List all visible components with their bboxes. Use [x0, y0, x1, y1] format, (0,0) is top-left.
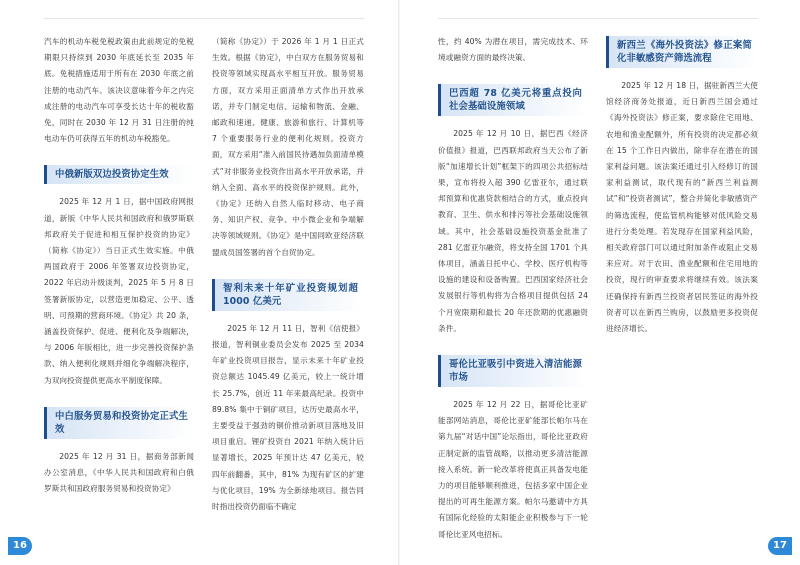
column-1: [44, 34, 194, 497]
heading-china-belarus-agreement: 中白服务贸易和投资协定正式生效: [44, 407, 194, 439]
article-brazil-infrastructure: 2025 年 12 月 10 日，据巴西《经济价值报》报道，巴西联邦政府当天公布了新版“加速增长计划”框架下的四项公共招标结果，宣布将投入超 390 亿雷亚尔，通过联邦预算和优惠贷款相结合的方式，重点投向教育、卫生、供水和排污等社会基础设施领域。其中，社会基础设施投资基金批准了 281 亿雷亚尔融资，将支持全国 1701 个具体项目，涵盖日托中心、学校、医疗机构等设施的建设和设备购置。巴西国家经济社会发展银行等机构将为合格项目提供包括 24 个月宽限期和最长 20 年还款期的优惠融资条件。: [438, 129, 588, 333]
article-china-belarus-agreement: 2025 年 12 月 31 日，据商务部新闻办公室消息，《中华人民共和国政府和白俄罗斯共和国政府服务贸易和投资协定》: [44, 451, 194, 494]
top-rule: [44, 18, 364, 19]
page-number-left: 16: [8, 537, 32, 555]
heading-china-russia-bit: 中俄新版双边投资协定生效: [44, 165, 194, 184]
column-3: [438, 34, 588, 543]
heading-colombia-clean-energy: 哥伦比亚吸引中资进入清洁能源市场: [438, 355, 588, 387]
article-china-russia-bit: 2025 年 12 月 1 日，据中国政府网报道，新版《中华人民共和国政府和俄罗斯联邦政府关于促进和相互保护投资的协定》（简称《协定》）当日正式生效实施。中俄两国政府于 2006 年签署双边投资协定，2022 年启动升级谈判，2025 年 5 月 8 日签署新版协定，以营造更加稳定、公平、透明、可预期的营商环境。《协定》共 20 条，涵盖投资保护、促进、便利化及争端解决，与 2006 年版相比，进一步完善投资保护条款、纳入便利化规则并细化争端解决程序，为双向投资提供更高水平制度保障。: [44, 197, 194, 385]
article-new-zealand-oia: 2025 年 12 月 18 日，据驻新西兰大使馆经济商务处报道，近日新西兰国会通过《海外投资法》修正案，要求除住宅用地、农地和渔业配额外，所有投资的决定都必须在 15 个工作日内做出，除非存在潜在的国家利益问题。该法案还通过引入经修订的国家利益测试，取代现有的“新西兰利益测试”和“投资者测试”，整合并简化非敏感资产的筛选流程，使监管机构能够对低风险交易进行分类处理。若发现存在国家利益风险，相关政府部门可以通过附加条件或阻止交易来应对。对于农田、渔业配额和住宅用地的投资，现行的审查要求将继续有效。该法案还确保持有新西兰投资者居民签证的海外投资者可以在新西兰购房，以鼓励更多投资促进经济增长。: [606, 81, 758, 334]
column-4: [606, 34, 758, 337]
article-continuation: 汽车的机动车税免税政策由此前规定的免税期限只持续到 2030 年底延长至 2035 年底。免税措施适用于所有在 2030 年底之前注册的电动汽车。该决议意味着今年之内完成注册的电动汽车可享受长达十年的税收豁免，同时在 2030 年 12 月 31 日注册的纯电动车仍可获得五年的机动车税豁免。: [44, 37, 194, 144]
column-2: [212, 34, 364, 515]
heading-brazil-infrastructure: 巴西超 78 亿美元将重点投向社会基础设施领域: [438, 84, 588, 116]
page-number-right: 17: [768, 537, 792, 555]
article-chile-continuation: 性，约 40% 为潜在项目，需完成技术、环境或融资方面的最终决策。: [438, 37, 588, 63]
article-colombia-clean-energy: 2025 年 12 月 22 日，据哥伦比亚矿能部网站消息，哥伦比亚矿能部长帕尔马在第九届“对话中国”论坛指出，哥伦比亚政府正制定新的监管战略，以推动更多清洁能源接入系统。新一轮改革将使真正具备发电能力的项目能够顺利推进，包括多家中国企业提出的可再生能源方案。帕尔马邀请中方具有国际化经验的太阳能企业积极参与下一轮哥伦比亚风电招标。: [438, 400, 588, 539]
heading-new-zealand-oia: 新西兰《海外投资法》修正案简化非敏感资产筛选流程: [606, 36, 758, 68]
article-chile-mining: 2025 年 12 月 11 日，智利《信使报》报道，智利铜业委员会发布 2025 至 2034 年矿业投资项目报告，显示未来十年矿业投资总额达 1045.49 亿美元，较上一统计增长 25.7%，创近 11 年来最高纪录。投资中 89.8% 集中于铜矿项目，达历史最高水平，主要受益于强劲的铜价推动新项目落地及旧项目重启。锂矿投资自 2021 年纳入统计后显著增长，2025 年预计达 47 亿美元，较四年前翻番，其中，81% 为现有矿区的扩建与优化项目，19% 为全新绿地项目。报告同时指出投资仍面临不确定: [212, 323, 364, 512]
heading-chile-mining: 智利未来十年矿业投资规划超 1000 亿美元: [212, 279, 364, 311]
top-rule: [438, 18, 758, 19]
article-china-belarus-continuation: （简称《协定》）于 2026 年 1 月 1 日正式生效。根据《协定》，中白双方在服务贸易和投资等领域实现高水平相互开放。服务贸易方面，双方采用正面清单方式作出开放承诺，并专门制定电信、运输和物流、金融、邮政和速递、健康、旅游和旅行、计算机等 7 个重要服务行业的便利化规则。投资方面，双方采用“准入前国民待遇加负面清单模式”对非服务业投资作出高水平开放承诺，并纳入全面、高水平的投资保护规则。此外，《协定》还纳入自然人临时移动、电子商务、知识产权、竞争、中小微企业和争端解决等领域规则。《协定》是中国同欧亚经济联盟成员国签署的首个自贸协定。: [212, 37, 364, 257]
